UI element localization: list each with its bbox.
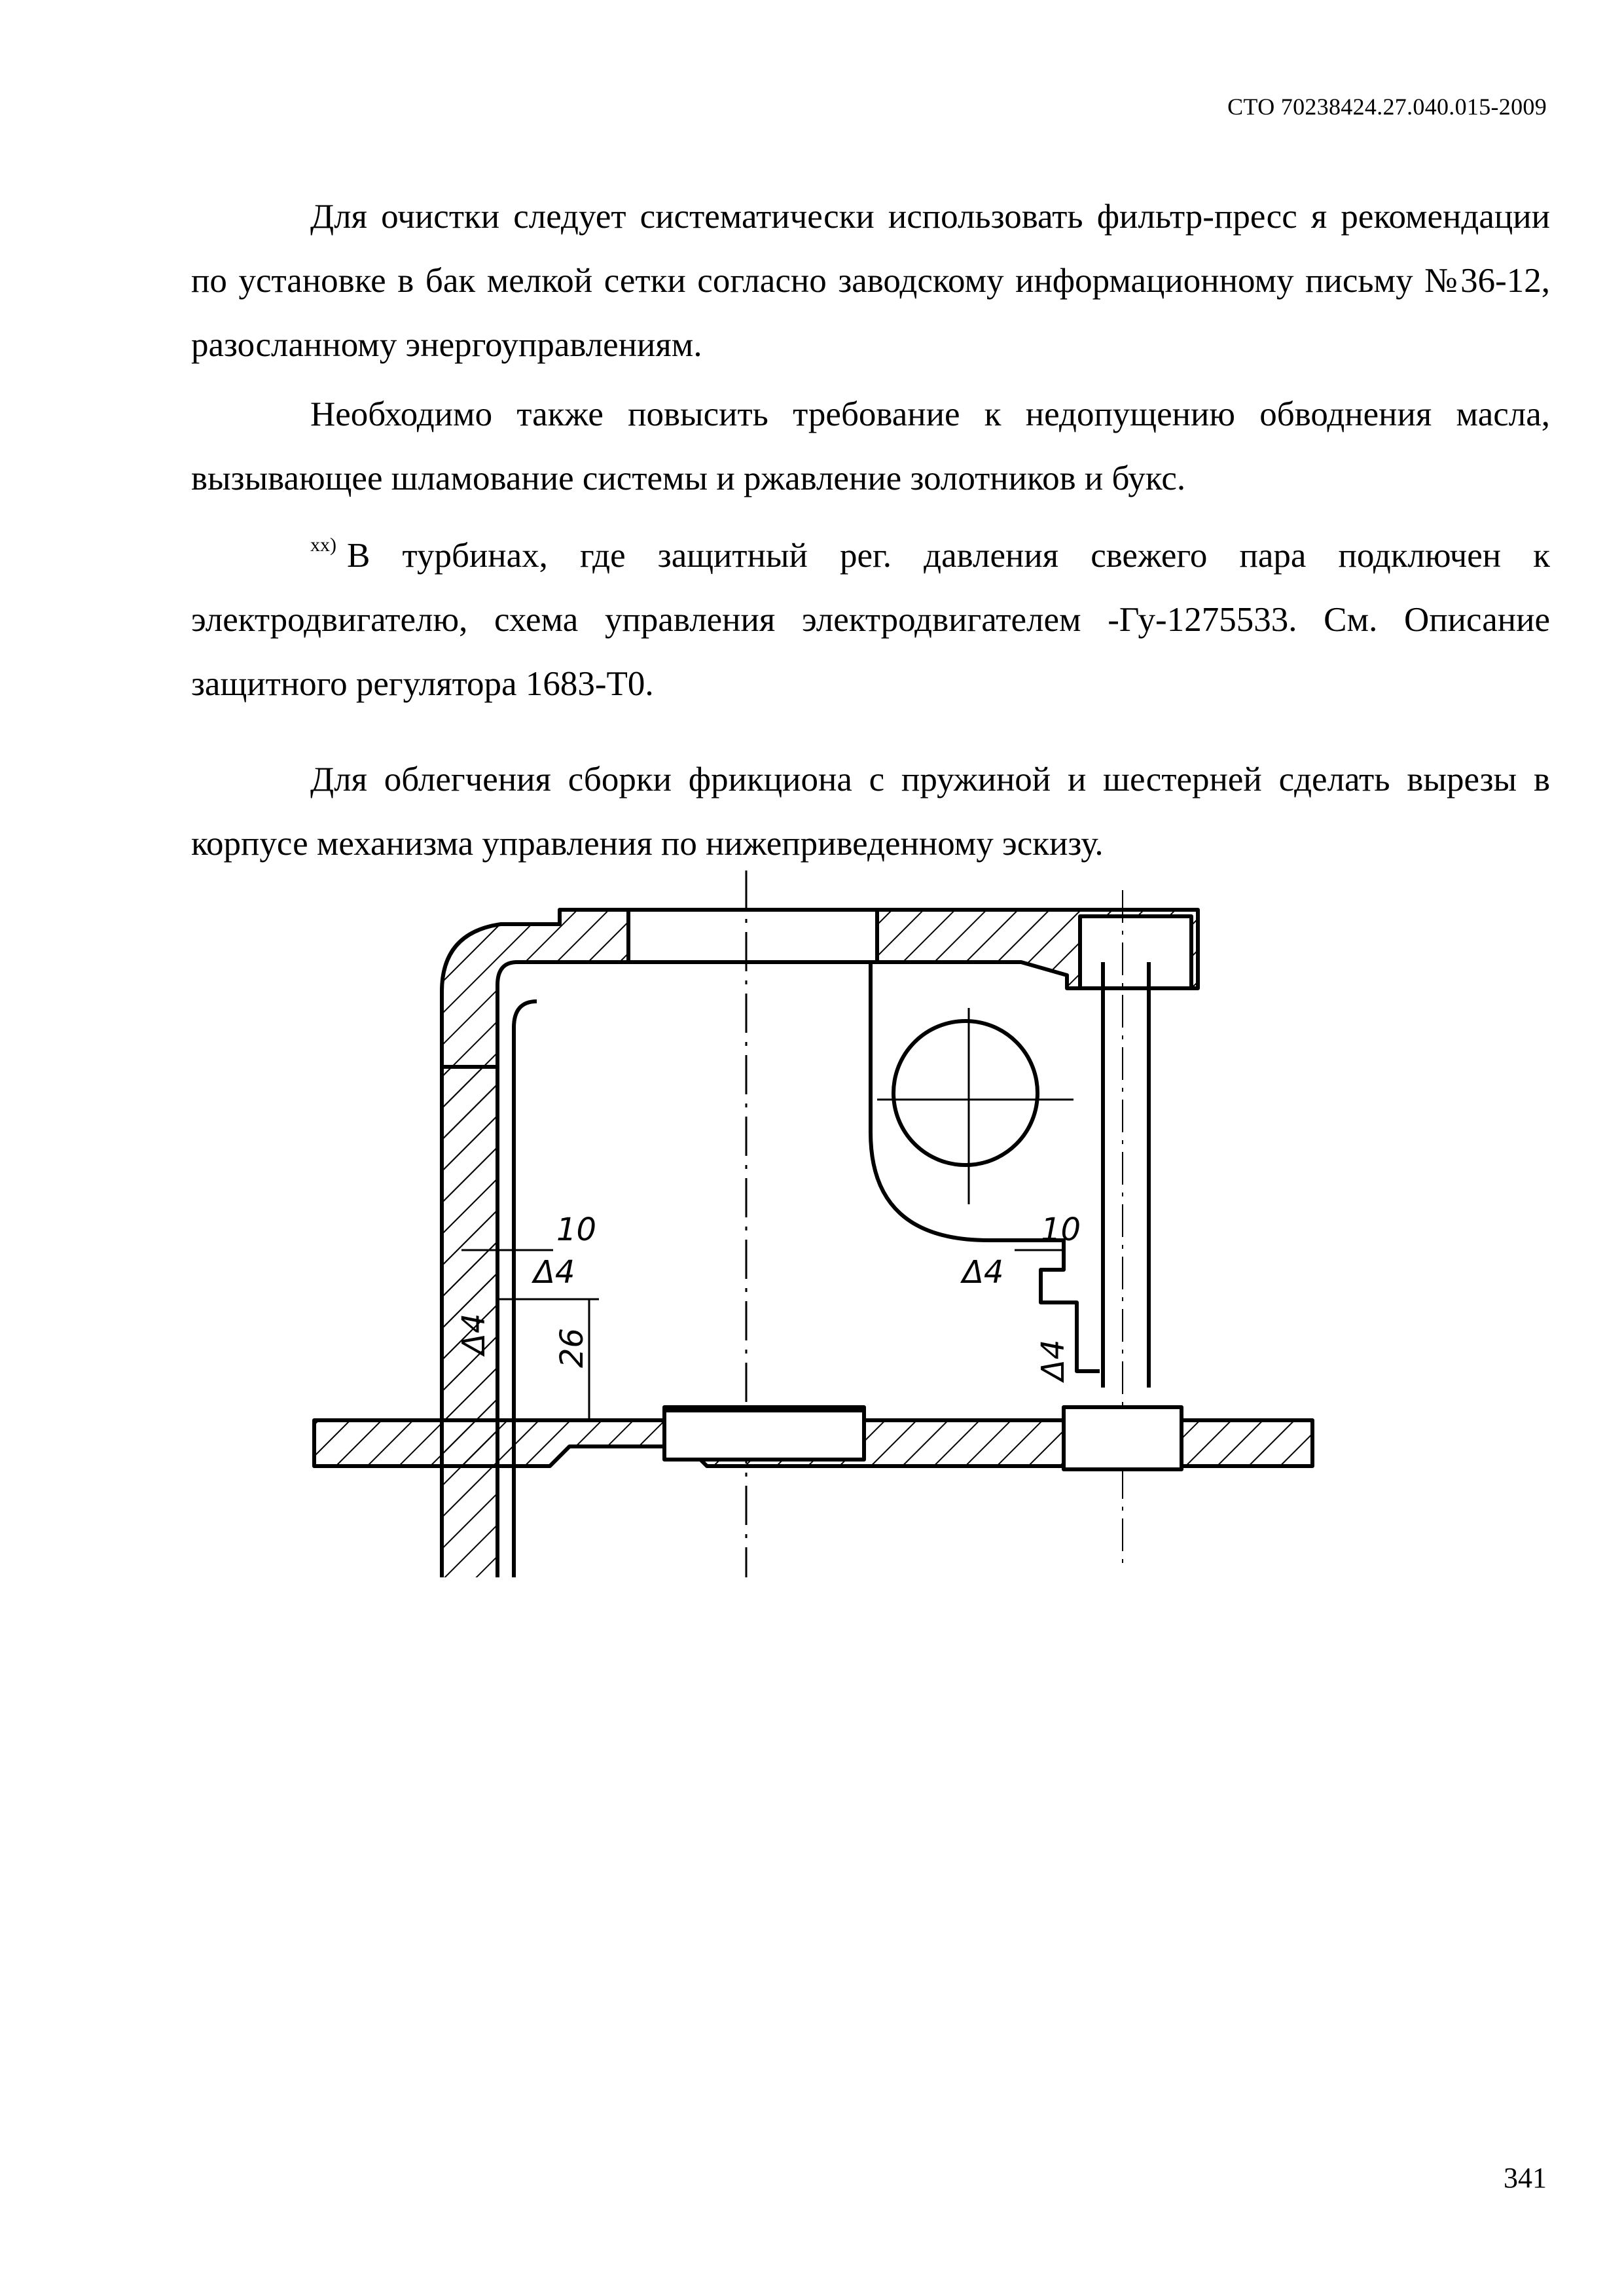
top-bushing	[628, 910, 877, 962]
housing-left-wall-hatch	[442, 1067, 497, 1466]
control-mechanism-sketch	[301, 870, 1348, 1577]
weld-symbol-left-top: Δ4	[533, 1254, 575, 1291]
paragraph-text: Для очистки следует систематически использовать фильтр-пресс я рекомендации по установке в бак мелкой сетки согласно заводскому информационному письму №36-12, разосланному энергоуправлениям.	[191, 198, 1550, 364]
paragraph-text: Необходимо также повысить требование к недопущению обводнения масла, вызывающее шламование системы и ржавление золотников и букс.	[191, 395, 1550, 497]
document-code-header: СТО 70238424.27.040.015-2009	[1227, 94, 1547, 120]
paragraph-filter-press	[191, 185, 1550, 377]
dimension-10-right: 10	[1041, 1211, 1081, 1248]
base-bushing	[664, 1410, 864, 1460]
right-bolt	[1103, 962, 1149, 1388]
top-right-boss	[1080, 916, 1191, 988]
paragraph-text: Для облегчения сборки фрикциона с пружиной и шестерней сделать вырезы в корпусе механизма управления по нижеприведенному эскизу.	[191, 761, 1550, 863]
base-bolt-boss	[1064, 1407, 1182, 1469]
footnote-marker: xx)	[310, 534, 336, 556]
page-number: 341	[1504, 2162, 1547, 2194]
weld-symbol-right-side: Δ4	[1035, 1339, 1072, 1381]
dimension-10-left: 10	[556, 1211, 597, 1248]
weld-symbol-right: Δ4	[962, 1254, 1004, 1291]
paragraph-footnote-turbines	[191, 524, 1550, 716]
footnote-text: В турбинах, где защитный рег. давления свежего пара подключен к электродвигателю, схема управления электродвигателем -Гу-1275533. См. Описание защитного регулятора 1683-Т0.	[191, 537, 1550, 703]
paragraph-text	[191, 524, 1550, 716]
shaft-hole	[893, 1021, 1038, 1165]
dimension-26: 26	[554, 1327, 590, 1368]
paragraph-friction-assembly	[191, 747, 1550, 876]
weld-symbol-left-side: Δ4	[456, 1313, 492, 1355]
paragraph-water-contamination	[191, 382, 1550, 511]
